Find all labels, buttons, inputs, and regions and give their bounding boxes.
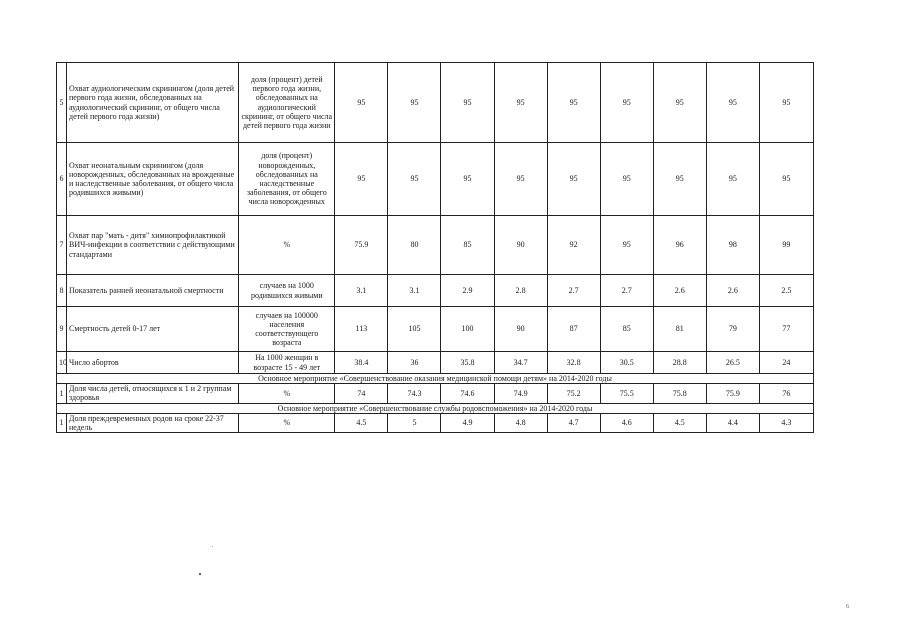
indicator-value: 2.7 [600,275,653,307]
indicator-value: 81 [653,307,706,352]
indicator-name: Охват аудиологическим скринингом (доля детей первого года жизни, обследованных на аудиологический скрининг, от общего числа детей первого года жизни) [67,63,239,143]
indicator-value: 4.6 [600,413,653,432]
indicator-value: 95 [653,143,706,216]
indicator-value: 38.4 [335,352,388,374]
indicator-value: 75.9 [706,384,759,403]
table-row [57,384,814,403]
indicator-value: 95 [388,143,441,216]
indicator-value: 32.8 [547,352,600,374]
indicator-value: 87 [547,307,600,352]
indicator-unit: % [239,413,335,432]
row-number: 1 [57,384,67,403]
indicator-name: Показатель ранней неонатальной смертности [67,275,239,307]
indicator-value: 4.8 [494,413,547,432]
table-row [57,307,814,352]
indicator-value: 95 [600,63,653,143]
indicator-value: 99 [759,216,813,275]
indicator-value: 80 [388,216,441,275]
indicator-value: 5 [388,413,441,432]
indicator-value: 34.7 [494,352,547,374]
row-number: 8 [57,275,67,307]
indicator-value: 74.6 [441,384,494,403]
indicator-unit: На 1000 женщин в возрасте 15 - 49 лет [239,352,335,374]
indicator-value: 95 [388,63,441,143]
indicator-value: 74.3 [388,384,441,403]
indicator-value: 3.1 [388,275,441,307]
page-number: 6 [846,604,849,610]
indicator-value: 4.5 [653,413,706,432]
row-number: 5 [57,63,67,143]
indicator-value: 95 [335,143,388,216]
indicator-value: 4.5 [335,413,388,432]
scan-speck [199,573,201,575]
indicator-value: 96 [653,216,706,275]
indicator-value: 2.6 [653,275,706,307]
indicator-value: 90 [494,216,547,275]
indicator-value: 2.9 [441,275,494,307]
indicator-value: 76 [759,384,813,403]
table-row [57,63,814,143]
indicator-value: 74.9 [494,384,547,403]
indicator-value: 4.9 [441,413,494,432]
indicator-value: 85 [600,307,653,352]
indicator-value: 30.5 [600,352,653,374]
row-number: 6 [57,143,67,216]
indicator-value: 26.5 [706,352,759,374]
section-header-row [57,374,814,384]
indicator-value: 4.3 [759,413,813,432]
indicator-unit: % [239,216,335,275]
table-row [57,352,814,374]
indicator-unit: случаев на 1000 родившихся живыми [239,275,335,307]
indicator-name: Охват неонатальным скринингом (доля новорожденных, обследованных на врожденные и наследственные заболевания, от общего числа родившихся живыми) [67,143,239,216]
indicator-value: 92 [547,216,600,275]
indicator-value: 100 [441,307,494,352]
indicator-unit: % [239,384,335,403]
indicator-name: Доля числа детей, относящихся к 1 и 2 группам здоровья [67,384,239,403]
table-row [57,143,814,216]
indicator-value: 95 [600,143,653,216]
indicator-value: 105 [388,307,441,352]
indicator-value: 77 [759,307,813,352]
indicator-value: 90 [494,307,547,352]
section-header-row [57,403,814,413]
indicator-value: 95 [547,143,600,216]
row-number: 1 [57,413,67,432]
table-body [57,63,814,433]
indicator-unit: доля (процент) новорожденных, обследованных на наследственные заболевания, от общего числа новорожденных [239,143,335,216]
indicator-value: 95 [441,143,494,216]
indicator-value: 95 [600,216,653,275]
indicator-value: 95 [494,143,547,216]
indicator-value: 3.1 [335,275,388,307]
indicator-value: 4.7 [547,413,600,432]
indicator-value: 95 [706,143,759,216]
indicator-value: 75.2 [547,384,600,403]
indicator-value: 95 [706,63,759,143]
row-number: 7 [57,216,67,275]
indicator-value: 28.8 [653,352,706,374]
indicators-table [56,62,814,433]
indicator-value: 95 [759,63,813,143]
indicator-value: 95 [547,63,600,143]
indicator-value: 75.9 [335,216,388,275]
indicator-value: 2.7 [547,275,600,307]
indicator-name: Охват пар "мать - дитя" химиопрофилактикой ВИЧ-инфекции в соответствии с действующими стандартами [67,216,239,275]
indicator-value: 75.5 [600,384,653,403]
indicator-value: 74 [335,384,388,403]
indicator-unit: случаев на 100000 населения соответствующего возраста [239,307,335,352]
indicator-value: 95 [494,63,547,143]
indicator-value: 2.6 [706,275,759,307]
scan-speck [212,546,213,547]
indicator-value: 79 [706,307,759,352]
indicator-value: 98 [706,216,759,275]
table-row [57,216,814,275]
indicator-value: 113 [335,307,388,352]
indicator-name: Доля преждевременных родов на сроке 22-37 недель [67,413,239,432]
indicator-value: 95 [759,143,813,216]
table-row [57,275,814,307]
indicator-unit: доля (процент) детей первого года жизни, обследованных на аудиологический скрининг, от общего числа детей первого года жизни [239,63,335,143]
table-row [57,413,814,432]
row-number: 10 [57,352,67,374]
section-title: Основное мероприятие «Совершенствование службы родовспоможения» на 2014-2020 годы [57,403,814,413]
indicator-value: 95 [441,63,494,143]
indicator-value: 85 [441,216,494,275]
section-title: Основное мероприятие «Совершенствование оказания медицинской помощи детям» на 2014-2020 годы [57,374,814,384]
indicator-value: 2.5 [759,275,813,307]
indicator-value: 24 [759,352,813,374]
indicator-name: Смертность детей 0-17 лет [67,307,239,352]
indicator-value: 4.4 [706,413,759,432]
indicator-name: Число абортов [67,352,239,374]
indicator-value: 35.8 [441,352,494,374]
indicator-value: 2.8 [494,275,547,307]
indicator-value: 36 [388,352,441,374]
indicator-value: 95 [335,63,388,143]
row-number: 9 [57,307,67,352]
indicator-value: 95 [653,63,706,143]
indicator-value: 75.8 [653,384,706,403]
